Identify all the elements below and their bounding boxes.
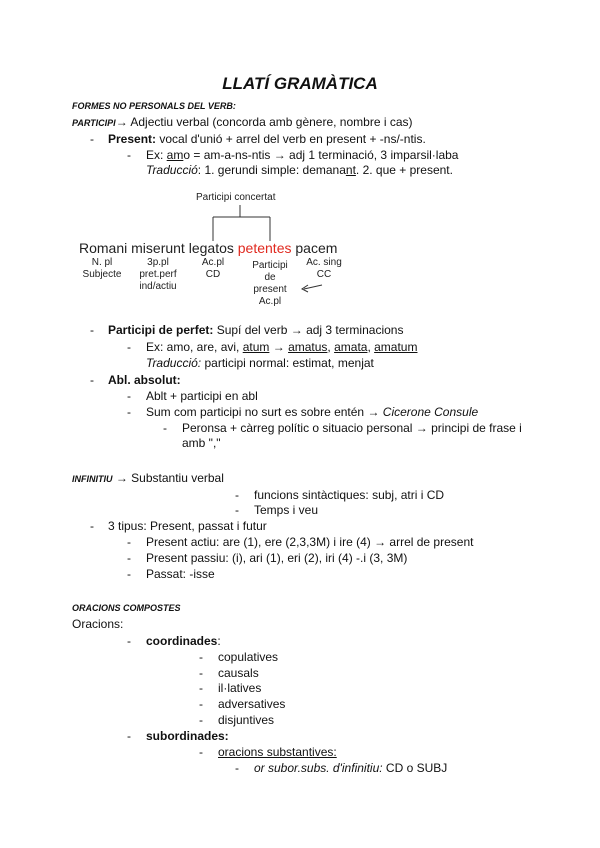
traduccio-text-a: : 1. gerundi simple: demana [197, 163, 346, 177]
bullet: - [199, 666, 203, 680]
perfet-label: Participi de perfet: [108, 323, 214, 337]
label-legatos [195, 257, 231, 281]
bullet: - [90, 373, 94, 387]
present-label: Present: [108, 132, 157, 146]
infinitiu-label: INFINITIU [72, 474, 113, 484]
example-am: am [166, 148, 184, 162]
perfet-arrow: → [269, 340, 289, 354]
participi-label: PARTICIPI [72, 118, 116, 128]
bullet: - [127, 729, 131, 743]
label-romani-a: N. pl [91, 257, 113, 268]
oracions-label: Oracions: [72, 617, 124, 631]
abl-label: Abl. absolut: [108, 373, 181, 387]
word-legatos: legatos [188, 240, 234, 256]
label-miserunt-c: ind/actiu [139, 281, 177, 292]
infinitiu-subordinada-label: or subor.subs. d'infinitiu: [254, 761, 383, 775]
label-romani [78, 257, 126, 281]
abl-item-2-example: Cicerone Consule [382, 405, 479, 419]
label-legatos-b: CD [205, 269, 221, 280]
abl-item-2-text: Sum com participi no surt es sobre entén → [146, 405, 383, 419]
abl-item-1: Ablt + participi en abl [146, 389, 258, 403]
substantives-label: oracions substantives: [218, 745, 337, 759]
coordinades-colon: : [217, 634, 221, 648]
section-heading-formes: FORMES NO PERSONALS DEL VERB: [72, 101, 236, 111]
perfet-amatum: amatum [374, 340, 418, 354]
word-petentes: petentes [237, 240, 292, 256]
traduccio-nt: nt [345, 163, 356, 177]
bullet: - [90, 519, 94, 533]
example-o: o [183, 148, 191, 162]
word-miserunt: miserunt [131, 240, 185, 256]
example-prefix: Ex: [146, 148, 167, 162]
diagram-sentence [79, 240, 337, 256]
coord-item: disjuntives [218, 713, 275, 727]
perfet-comma: , [367, 340, 375, 354]
section-heading-oracions: ORACIONS COMPOSTES [72, 603, 181, 613]
bullet: - [235, 503, 239, 517]
example-rest: = am-a-ns-ntis → adj 1 terminació, 3 imparsil·laba [190, 148, 459, 162]
perfet-amata: amata [334, 340, 368, 354]
label-miserunt-a: 3p.pl [147, 257, 169, 268]
perfet-traduccio [146, 356, 374, 371]
bullet: - [199, 713, 203, 727]
page-title: LLATÍ GRAMÀTICA [222, 74, 378, 93]
perfet-trad-text: participi normal: estimat, menjat [201, 356, 374, 370]
label-pacem [300, 257, 348, 281]
label-legatos-a: Ac.pl [201, 257, 225, 268]
perfet-atum: atum [242, 340, 270, 354]
infinitiu-present-actiu: Present actiu: are (1), ere (2,3,3M) i ire (4) → arrel de present [146, 535, 474, 549]
coord-item: adversatives [218, 697, 286, 711]
coord-item: il·latives [218, 681, 262, 695]
bullet: - [90, 132, 94, 146]
present-text: vocal d'unió + arrel del verb en present + -ns/-ntis. [156, 132, 426, 146]
bullet: - [199, 697, 203, 711]
bullet: - [127, 567, 131, 581]
bullet: - [199, 650, 203, 664]
label-petentes-a: Participi [252, 260, 288, 271]
bullet: - [127, 340, 131, 354]
infinitiu-passat: Passat: -isse [146, 567, 215, 581]
word-romani: Romani [79, 240, 128, 256]
label-pacem-b: CC [316, 269, 332, 280]
infinitiu-subordinada-text: CD o SUBJ [382, 761, 448, 775]
bullet: - [127, 634, 131, 648]
infinitiu-subordinada [254, 761, 447, 776]
label-petentes-c: present [253, 284, 287, 295]
perfet-comma: , [327, 340, 335, 354]
diagram-top-label: Participi concertat [196, 192, 276, 203]
perfet-ex-a: Ex: amo, are, avi, [146, 340, 243, 354]
bullet: - [127, 389, 131, 403]
bullet: - [127, 405, 131, 419]
label-pacem-a: Ac. sing [306, 257, 342, 268]
infinitiu-definition: → Substantiu verbal [112, 471, 224, 485]
coordinades-line [146, 634, 221, 649]
infinitiu-funcions: funcions sintàctiques: subj, atri i CD [254, 488, 445, 502]
infinitiu-line [72, 471, 224, 487]
bullet: - [235, 488, 239, 502]
participi-definition: → Adjectiu verbal (concorda amb gènere, nombre i cas) [115, 115, 413, 129]
abl-item-2 [146, 405, 478, 420]
label-miserunt-b: pret.perf [139, 269, 177, 280]
abl-item-3a: Peronsa + càrreg polític o situacio personal → principi de frase i [182, 421, 522, 435]
infinitiu-tipus: 3 tipus: Present, passat i futur [108, 519, 267, 533]
bullet: - [127, 148, 131, 162]
perfet-line [108, 323, 403, 338]
label-petentes [244, 260, 296, 308]
traduccio-label: Traducció [146, 163, 198, 177]
coord-item: copulatives [218, 650, 279, 664]
bullet: - [127, 551, 131, 565]
abl-item-3b: amb "," [182, 436, 221, 450]
bullet: - [127, 535, 131, 549]
perfet-amatus: amatus [288, 340, 328, 354]
traduccio-text-b: . 2. que + present. [355, 163, 453, 177]
perfet-trad-label: Traducció: [146, 356, 202, 370]
label-romani-b: Subjecte [82, 269, 122, 280]
bullet: - [199, 681, 203, 695]
bullet: - [163, 421, 167, 435]
coordinades-label: coordinades [146, 634, 218, 648]
bullet: - [90, 323, 94, 337]
bullet: - [199, 745, 203, 759]
label-petentes-d: Ac.pl [258, 296, 282, 307]
bullet: - [235, 761, 239, 775]
coord-item: causals [218, 666, 259, 680]
perfet-text: Supí del verb → adj 3 terminacions [213, 323, 404, 337]
perfet-example [146, 340, 417, 355]
infinitiu-present-passiu: Present passiu: (i), ari (1), eri (2), iri (4) -.i (3, 3M) [146, 551, 408, 565]
label-miserunt [133, 257, 183, 293]
subordinades-label: subordinades: [146, 729, 229, 743]
infinitiu-temps: Temps i veu [254, 503, 319, 517]
label-petentes-b: de [264, 272, 276, 283]
word-pacem: pacem [295, 240, 338, 256]
